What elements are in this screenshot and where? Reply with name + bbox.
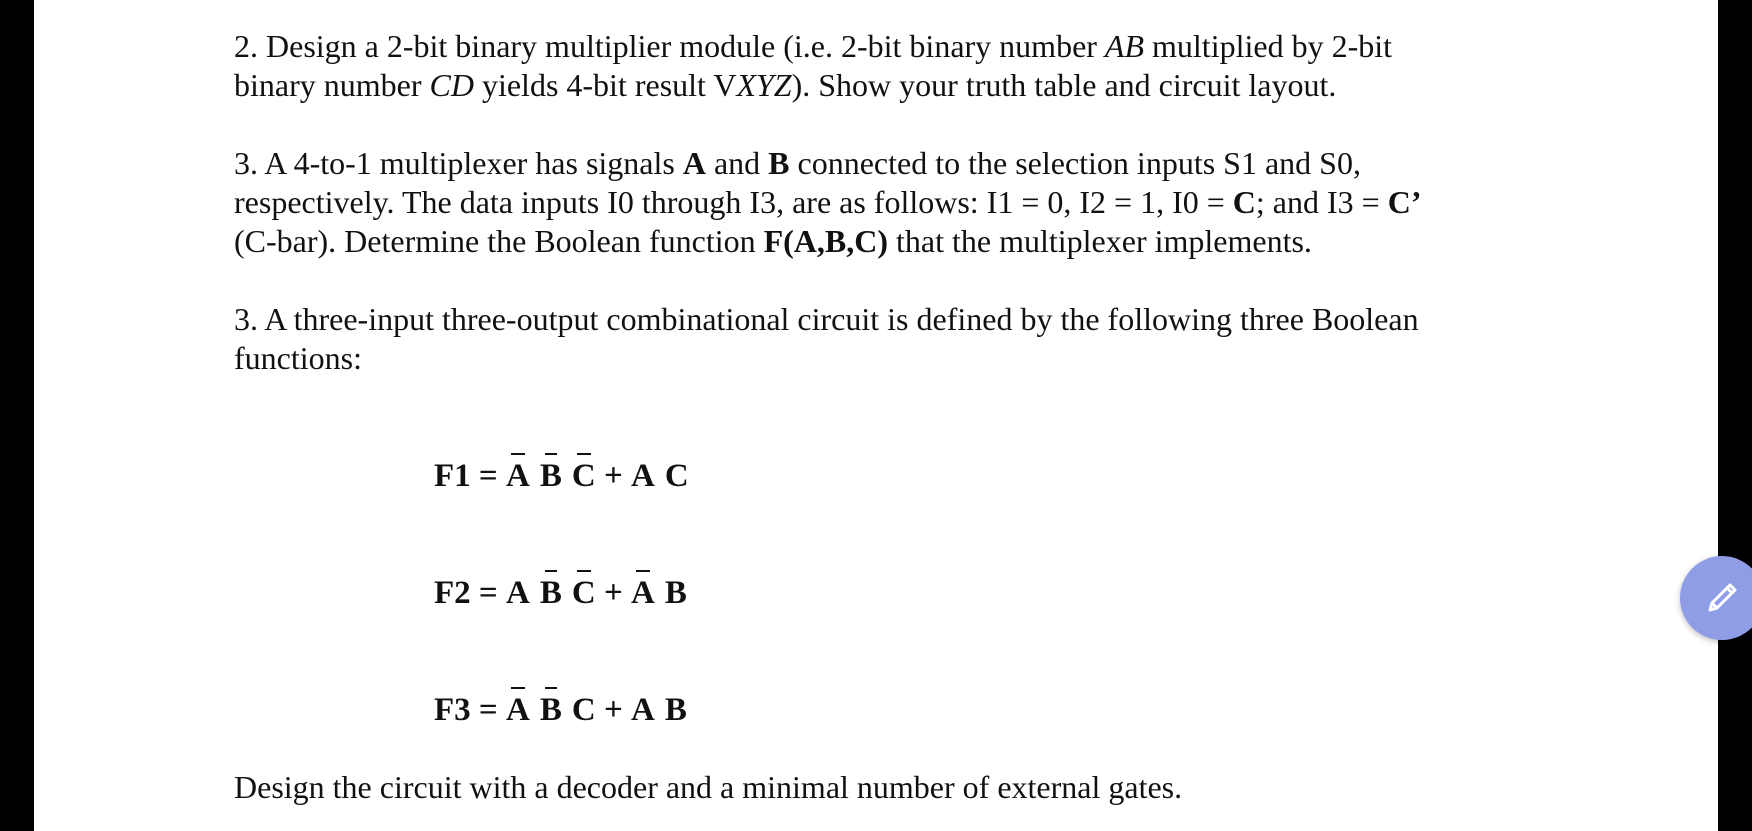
var-a-complement: A [505,692,530,728]
var-a: A [631,458,655,494]
var-c-complement: C [571,458,596,494]
final-instruction: Design the circuit with a decoder and a minimal number of external gates. [234,769,1183,805]
question-2 [234,27,1564,105]
var-b-complement: B [539,458,562,494]
var-b-complement: B [539,692,562,728]
var-c-complement: C [571,575,596,611]
var-c: C [571,692,596,728]
var-c: C [664,458,689,494]
pencil-icon [1700,576,1744,620]
question-3-multiplexer [234,144,1564,261]
var-b: B [664,692,687,728]
var-a-complement: A [505,458,530,494]
question-3a-line-2: respectively. The data inputs I0 through I3, are as follows: I1 = 0, I2 = 1, I0 = C; and I3 = C’ [234,184,1422,220]
var-b-complement: B [539,575,562,611]
equation-f2: F2 = A B C + A B [434,575,687,611]
question-3a-line-3: (C-bar). Determine the Boolean function F(A,B,C) that the multiplexer implements. [234,223,1312,259]
var-a-complement: A [631,575,655,611]
var-b: B [664,575,687,611]
question-3b-line-1: 3. A three-input three-output combinational circuit is defined by the following three Boolean [234,301,1419,337]
question-3-combinational [234,300,1564,378]
equation-f1: F1 = A B C + A C [434,458,689,494]
question-3a-line-1: 3. A 4-to-1 multiplexer has signals A and B connected to the selection inputs S1 and S0, [234,145,1361,181]
question-2-line-2: binary number CD yields 4-bit result VXYZ). Show your truth table and circuit layout. [234,67,1337,103]
var-a: A [631,692,655,728]
equation-f3: F3 = A B C + A B [434,692,687,728]
question-2-line-1: 2. Design a 2-bit binary multiplier module (i.e. 2-bit binary number AB multiplied by 2-bit [234,28,1392,64]
question-3b-line-2: functions: [234,340,362,376]
var-a: A [505,575,530,611]
document-page [34,0,1718,831]
